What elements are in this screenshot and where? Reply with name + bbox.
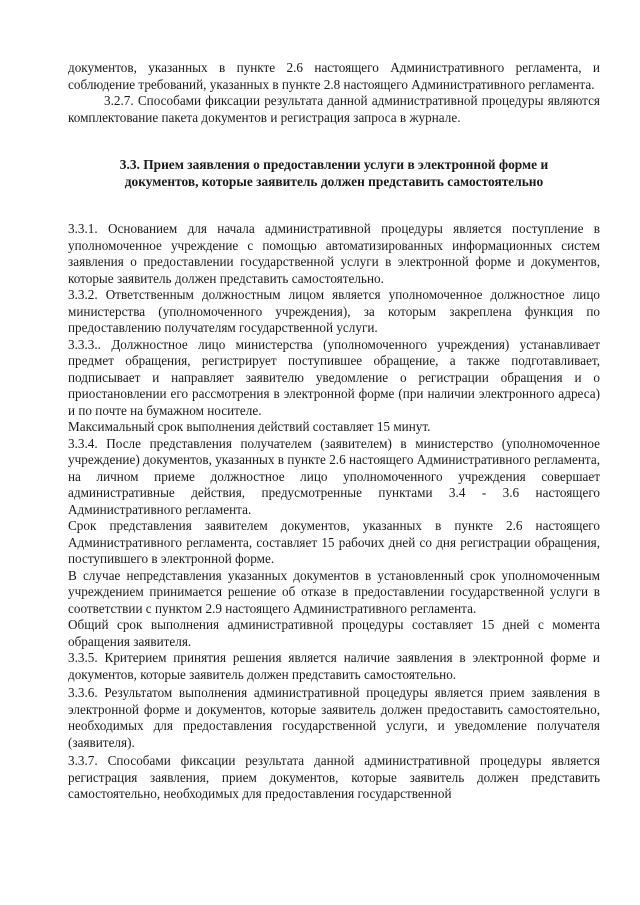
- section-heading-line-1: 3.3. Прием заявления о предоставлении услуги в электронной форме и: [119, 157, 549, 172]
- paragraph-3-3-7: 3.3.7. Способами фиксации результата данной административной процедуры является регистрация заявления, прием документов, которые заявитель должен представить самостоятельно, необходимых для предоставления государственной: [68, 753, 600, 801]
- paragraph-3-3-3: 3.3.3.. Должностное лицо министерства (уполномоченного учреждения) устанавливает предмет обращения, регистрирует поступившее обращение, а также подготавливает, подписывает и направляет заявителю уведомление о регистрации обращения и о приостановлении его рассмотрения в электронной форме (при наличии электронного адреса) и по почте на бумажном носителе.: [68, 336, 600, 418]
- paragraph-max-time: Максимальный срок выполнения действий составляет 15 минут.: [68, 419, 431, 434]
- paragraph-3-3-2: 3.3.2. Ответственным должностным лицом является уполномоченное должностное лицо министерства (уполномоченного учреждения), за которым закреплена функция по предоставлению получателям государственной услуги.: [68, 287, 600, 335]
- paragraph-3-3-6: 3.3.6. Результатом выполнения административной процедуры является прием заявления в электронной форме и документов, которые заявитель должен предоставить самостоятельно, необходимых для предоставления государственной услуги, и уведомление получателя (заявителя).: [68, 685, 600, 750]
- intro-paragraph-1: документов, указанных в пункте 2.6 настоящего Административного регламента, и соблюдение требований, указанных в пункте 2.8 настоящего Административного регламента.: [68, 60, 600, 92]
- section-heading-line-2: документов, которые заявитель должен представить самостоятельно: [124, 174, 544, 189]
- document-page: [68, 60, 600, 803]
- paragraph-3-3-4: 3.3.4. После представления получателем (заявителем) в министерство (уполномоченное учреждение) документов, указанных в пункте 2.6 настоящего Административного регламента, на личном приеме должностное лицо уполномоченного учреждения совершает административные действия, предусмотренные пунктами 3.4 - 3.6 настоящего Административного регламента.: [68, 435, 600, 517]
- paragraph-3-3-1: 3.3.1. Основанием для начала административной процедуры является поступление в уполномоченное учреждение с помощью автоматизированных информационных систем заявления о предоставлении государственной услуги в электронной форме и документов, которые заявитель должен представить самостоятельно.: [68, 221, 600, 286]
- paragraph-3-3-5: 3.3.5. Критерием принятия решения является наличие заявления в электронной форме и документов, которые заявитель должен представить самостоятельно.: [68, 650, 600, 682]
- intro-paragraph-2: 3.2.7. Способами фиксации результата данной административной процедуры являются комплектование пакета документов и регистрация запроса в журнале.: [68, 93, 600, 125]
- paragraph-total-term: Общий срок выполнения административной процедуры составляет 15 дней с момента обращения заявителя.: [68, 617, 600, 649]
- section-heading: [68, 156, 600, 190]
- paragraph-refusal: В случае непредставления указанных документов в установленный срок уполномоченным учреждением принимается решение об отказе в предоставлении государственной услуги в соответствии с пунктом 2.9 настоящего Административного регламента.: [68, 567, 600, 616]
- paragraph-submission-term: Срок представления заявителем документов, указанных в пункте 2.6 настоящего Административного регламента, составляет 15 рабочих дней со дня регистрации обращения, поступившего в электронной форме.: [68, 518, 600, 566]
